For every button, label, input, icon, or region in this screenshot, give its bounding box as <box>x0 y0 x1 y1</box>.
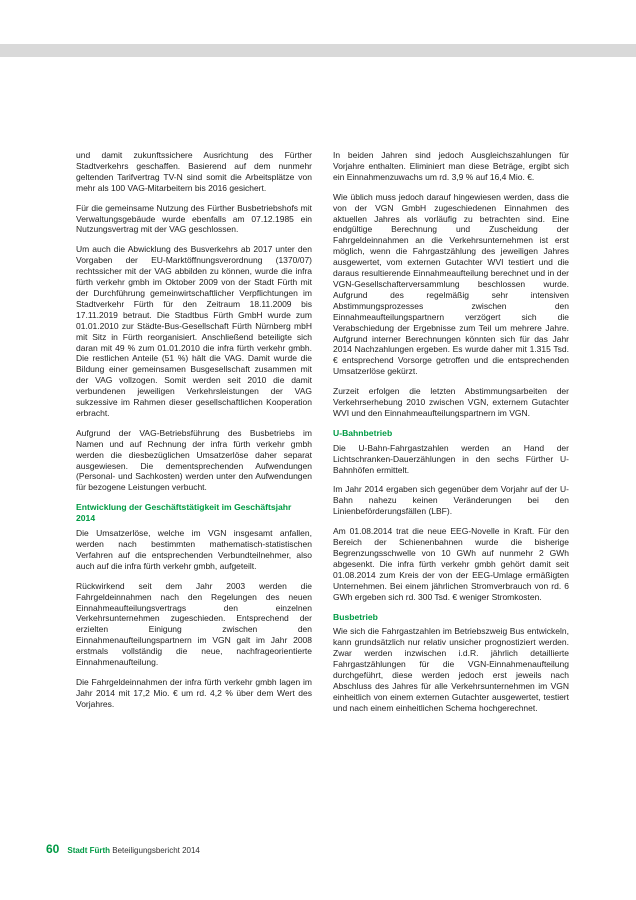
right-text-column <box>333 150 569 723</box>
section-heading-development: Entwicklung der Geschäftstätigkeit im Geschäftsjahr 2014 <box>76 502 292 524</box>
paragraph: In beiden Jahren sind jedoch Ausgleichszahlungen für Vorjahre enthalten. Eliminiert man diese Beträge, ergibt sich ein Einnahmenzuwachs um rd. 3,9 % auf 16,4 Mio. €. <box>333 150 569 182</box>
paragraph: Am 01.08.2014 trat die neue EEG-Novelle in Kraft. Für den Bereich der Schienenbahnen wurde die bisherige Begrenzungsschwelle von 10 GWh auf nunmehr 2 GWh abgesenkt. Die infra fürth verkehr gmbh gehört damit seit 01.08.2014 zum Kreis der von der EEG-Umlage ermäßigten Unternehmen. Bei einem jährlichen Stromverbrauch von rd. 6 GWh ergeben sich rd. 300 Tsd. € weniger Stromkosten. <box>333 526 569 602</box>
paragraph: Die Umsatzerlöse, welche im VGN insgesamt anfallen, werden nach bestimmten mathematisch-statistischen Verfahren auf die entsprechenden Verbundteilnehmer, also auch auf die infra fürth verkehr gmbh, aufgeteilt. <box>76 528 312 571</box>
top-decorative-bar <box>0 44 636 57</box>
footer-brand: Stadt Fürth <box>67 846 111 855</box>
paragraph: Wie sich die Fahrgastzahlen im Betriebszweig Bus entwickeln, kann grundsätzlich nur relativ unsicher prognostiziert werden. Zwar werden inzwischen i.d.R. jährlich detaillierte Fahrgastzählungen für die VGN-Einnahmenaufteilung durchgeführt, diese werden jedoch erst jeweils nach Abschluss des Jahres für alle Verkehrsunternehmen im VGN einheitlich von einem externen Gutachter ausgewertet, testiert und nach einem einheitlichen Schema hochgerechnet. <box>333 626 569 713</box>
paragraph: Im Jahr 2014 ergaben sich gegenüber dem Vorjahr auf der U-Bahn nahezu keinen Veränderungen bei den Linienbeförderungsfällen (LBF). <box>333 484 569 517</box>
paragraph: und damit zukunftssichere Ausrichtung des Fürther Stadtverkehrs geschaffen. Basierend auf dem nunmehr geltenden Tarifvertrag TV-N sind somit die Arbeitsplätze von mehr als 100 VAG-Mitarbeitern bis 2016 gesichert. <box>76 150 312 193</box>
paragraph: Um auch die Abwicklung des Busverkehrs ab 2017 unter den Vorgaben der EU-Marktöffnungsverordnung (1370/07) rechtssicher mit der VAG abbilden zu können, wurde die infra fürth verkehr gmbh im Oktober 2009 von der Stadt Fürth mit der Durchführung gemeinwirtschaftlicher Verpflichtungen im Stadtverkehr Fürth für den Zeitraum 18.11.2009 bis 17.11.2019 betraut. Die Stadtbus Fürth GmbH wurde zum 01.01.2010 zur Städte-Bus-Gesellschaft Fürth Nürnberg mbH mit Sitz in Fürth reorganisiert. Anschließend beteiligte sich daran mit 49 % zum 01.01.2010 die infra fürth verkehr gmbh. Die restlichen Anteile (51 %) hält die VAG. Damit wurde die Bildung einer gemeinsamen Busgesellschaft zusammen mit der VAG vollzogen. Somit werden seit 2010 die damit verbundenen jeweiligen Verkehrsleistungen der VAG sukzessive im Rahmen dieser gesellschaftlichen Kooperation erbracht. <box>76 244 312 418</box>
page-number: 60 <box>46 842 60 856</box>
paragraph: Die Fahrgeldeinnahmen der infra fürth verkehr gmbh lagen im Jahr 2014 mit 17,2 Mio. € um rd. 4,2 % über dem Wert des Vorjahres. <box>76 676 312 709</box>
footer-report-title: Beteiligungsbericht 2014 <box>112 846 200 855</box>
paragraph: Wie üblich muss jedoch darauf hingewiesen werden, dass die von der VGN GmbH zugeschiedenen Einnahmen des aktuellen Jahres als vorläufig zu betrachten sind. Eine endgültige Berechnung und Zuscheidung der Fahrgeldeinnahmen an die Verkehrsunternehmen ist erst möglich, wenn die Fahrgastzählung des jeweiligen Jahres ausgewertet, vom externen Gutachter WVI testiert und die daraus resultierende Einnahmeaufteilung berechnet und in der VGN-Gesellschafterversammlung beschlossen wurde. Aufgrund des regelmäßig sehr intensiven Abstimmungsprozesses zwischen den Einnahmeaufteilungspartnern verzögert sich die Verabschiedung der Ergebnisse zum Teil um mehrere Jahre. Aufgrund interner Berechnungen könnten sich für das Jahr 2014 Nachzahlungen ergeben. Es wurde daher mit 1.315 Tsd. € entsprechend Vorsorge getroffen und die entsprechenden Umsatzerlöse gekürzt. <box>333 191 569 377</box>
section-heading-bus: Busbetrieb <box>333 611 378 622</box>
paragraph: Für die gemeinsame Nutzung des Fürther Busbetriebshofs mit Verwaltungsgebäude wurde ebenfalls am 07.12.1985 ein Nutzungsvertrag mit der VAG geschlossen. <box>76 202 312 235</box>
footer-title <box>67 846 200 855</box>
paragraph: Aufgrund der VAG-Betriebsführung des Busbetriebs im Namen und auf Rechnung der infra fürth verkehr gmbh werden die diesbezüglichen Umsatzerlöse daher separat ausgewiesen. Die dementsprechenden Aufwendungen (Personal- und Sachkosten) werden unter den Aufwendungen für bezogene Leistungen verbucht. <box>76 427 312 493</box>
page-footer <box>46 842 200 858</box>
section-heading-ubahn: U-Bahnbetrieb <box>333 427 393 438</box>
paragraph: Zurzeit erfolgen die letzten Abstimmungsarbeiten der Verkehrserhebung 2010 zwischen VGN, externem Gutachter WVI und den Einnahmeaufteilungspartnern im VGN. <box>333 386 569 418</box>
left-text-column <box>76 150 312 719</box>
paragraph: Rückwirkend seit dem Jahr 2003 werden die Fahrgeldeinnahmen nach den Regelungen des neuen Einnahmeaufteilungsvertrags den einzelnen Verkehrsunternehmen zugeschieden. Entsprechend der erzielten Einigung zwischen den Einnahmenaufteilungspartnern im VGN galt im Jahr 2008 erstmals vollständig die neue, nachfrageorientierte Einnahmenaufteilung. <box>76 580 312 668</box>
paragraph: Die U-Bahn-Fahrgastzahlen werden an Hand der Lichtschranken-Dauerzählungen in den sechs Fürther U-Bahnhöfen ermittelt. <box>333 442 569 475</box>
